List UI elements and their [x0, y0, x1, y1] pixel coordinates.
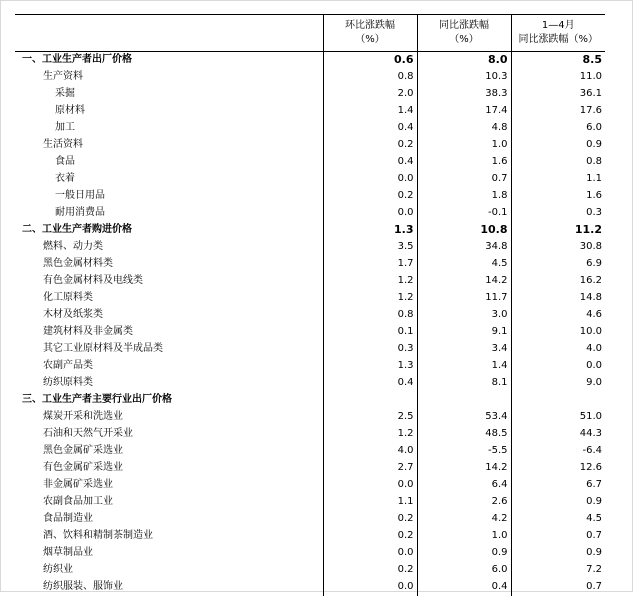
ytd-value: 0.9 [511, 137, 605, 154]
table-row [15, 375, 605, 392]
table-row [15, 460, 605, 477]
mom-value: 0.0 [323, 579, 417, 596]
table-row [15, 205, 605, 222]
ytd-value: 11.2 [511, 222, 605, 239]
row-name: 食品 [55, 156, 75, 167]
ytd-value: 4.5 [511, 511, 605, 528]
row-name: 农副食品加工业 [43, 496, 113, 507]
row-name: 非金属矿采选业 [43, 479, 113, 490]
ytd-value: 10.0 [511, 324, 605, 341]
ytd-value: 0.0 [511, 358, 605, 375]
ytd-value: 51.0 [511, 409, 605, 426]
yoy-value: 1.0 [417, 137, 511, 154]
mom-value: 3.5 [323, 239, 417, 256]
table-row [15, 154, 605, 171]
ytd-value: -6.4 [511, 443, 605, 460]
table-row [15, 307, 605, 324]
table-row [15, 511, 605, 528]
yoy-value: 6.4 [417, 477, 511, 494]
table-row [15, 137, 605, 154]
ytd-value: 0.9 [511, 545, 605, 562]
header-mom-line2: （%） [355, 34, 385, 45]
mom-value: 0.3 [323, 341, 417, 358]
section-row [15, 52, 605, 69]
mom-value: 0.2 [323, 137, 417, 154]
ytd-value: 0.7 [511, 528, 605, 545]
ytd-value: 36.1 [511, 86, 605, 103]
mom-value: 0.1 [323, 324, 417, 341]
row-name: 石油和天然气开采业 [43, 428, 133, 439]
ytd-value: 0.9 [511, 494, 605, 511]
table-body [15, 52, 605, 596]
row-name: 烟草制品业 [43, 547, 93, 558]
yoy-value: 1.6 [417, 154, 511, 171]
mom-value: 2.7 [323, 460, 417, 477]
row-name: 食品制造业 [43, 513, 93, 524]
row-name: 耐用消费品 [55, 207, 105, 218]
mom-value: 0.0 [323, 477, 417, 494]
mom-value: 0.0 [323, 545, 417, 562]
row-name: 农副产品类 [43, 360, 93, 371]
table-row [15, 239, 605, 256]
mom-value: 1.2 [323, 290, 417, 307]
table-row [15, 273, 605, 290]
yoy-value: 4.5 [417, 256, 511, 273]
table-row [15, 562, 605, 579]
price-index-table [15, 14, 605, 596]
table-row [15, 358, 605, 375]
row-name: 纺织原料类 [43, 377, 93, 388]
table-row [15, 426, 605, 443]
mom-value: 1.2 [323, 273, 417, 290]
table-row [15, 477, 605, 494]
mom-value: 0.0 [323, 171, 417, 188]
row-name: 其它工业原材料及半成品类 [43, 343, 163, 354]
ytd-value: 12.6 [511, 460, 605, 477]
header-ytd-line2: 同比涨跌幅（%） [518, 34, 598, 45]
yoy-value: 0.4 [417, 579, 511, 596]
mom-value: 0.4 [323, 154, 417, 171]
yoy-value: 3.4 [417, 341, 511, 358]
row-name: 煤炭开采和洗选业 [43, 411, 123, 422]
table-row [15, 188, 605, 205]
yoy-value: 1.0 [417, 528, 511, 545]
row-name: 加工 [55, 122, 75, 133]
yoy-value: 2.6 [417, 494, 511, 511]
table-row [15, 290, 605, 307]
mom-value: 0.2 [323, 562, 417, 579]
header-yoy-line1: 同比涨跌幅 [439, 20, 489, 31]
mom-value: 0.2 [323, 188, 417, 205]
mom-value: 0.2 [323, 511, 417, 528]
ytd-value: 0.8 [511, 154, 605, 171]
header-ytd-line1: 1—4月 [541, 20, 575, 31]
yoy-value: 10.8 [417, 222, 511, 239]
yoy-value: 17.4 [417, 103, 511, 120]
table-row [15, 528, 605, 545]
table-row [15, 103, 605, 120]
mom-value: 0.6 [323, 52, 417, 69]
mom-value: 2.0 [323, 86, 417, 103]
ytd-value: 30.8 [511, 239, 605, 256]
table-row [15, 341, 605, 358]
ytd-value: 4.6 [511, 307, 605, 324]
row-name: 原材料 [55, 105, 85, 116]
ytd-value: 16.2 [511, 273, 605, 290]
row-name: 建筑材料及非金属类 [43, 326, 133, 337]
ytd-value: 4.0 [511, 341, 605, 358]
mom-value: 4.0 [323, 443, 417, 460]
row-name: 三、工业生产者主要行业出厂价格 [22, 394, 172, 405]
yoy-value: 6.0 [417, 562, 511, 579]
yoy-value: 34.8 [417, 239, 511, 256]
yoy-value: 10.3 [417, 69, 511, 86]
ytd-value: 14.8 [511, 290, 605, 307]
row-name: 化工原料类 [43, 292, 93, 303]
row-name: 一、工业生产者出厂价格 [15, 52, 323, 69]
yoy-value: 1.8 [417, 188, 511, 205]
ytd-value: 11.0 [511, 69, 605, 86]
ytd-value: 8.5 [511, 52, 605, 69]
row-name: 有色金属矿采选业 [43, 462, 123, 473]
row-name: 酒、饮料和精制茶制造业 [43, 530, 153, 541]
mom-value: 0.0 [323, 205, 417, 222]
section-row [15, 222, 605, 239]
ytd-value [511, 392, 605, 409]
yoy-value: 1.4 [417, 358, 511, 375]
mom-value: 1.4 [323, 103, 417, 120]
row-name: 黑色金属材料类 [43, 258, 113, 269]
row-name: 燃料、动力类 [43, 241, 103, 252]
header-ytd-yoy-change [511, 15, 605, 52]
row-name: 纺织服装、服饰业 [43, 581, 123, 592]
table-row [15, 120, 605, 137]
mom-value: 1.2 [323, 426, 417, 443]
yoy-value: -0.1 [417, 205, 511, 222]
row-name: 一般日用品 [55, 190, 105, 201]
table-row [15, 171, 605, 188]
header-yoy-change [417, 15, 511, 52]
yoy-value: 4.2 [417, 511, 511, 528]
yoy-value: 8.1 [417, 375, 511, 392]
mom-value: 0.8 [323, 307, 417, 324]
ytd-value: 44.3 [511, 426, 605, 443]
mom-value: 1.3 [323, 358, 417, 375]
table-row [15, 69, 605, 86]
ytd-value: 9.0 [511, 375, 605, 392]
row-name: 有色金属材料及电线类 [43, 275, 143, 286]
table-row [15, 579, 605, 596]
ytd-value: 1.6 [511, 188, 605, 205]
ytd-value: 17.6 [511, 103, 605, 120]
table-row [15, 86, 605, 103]
yoy-value: 8.0 [417, 52, 511, 69]
ytd-value: 7.2 [511, 562, 605, 579]
header-item-column [15, 15, 323, 52]
yoy-value: 38.3 [417, 86, 511, 103]
yoy-value: 14.2 [417, 460, 511, 477]
mom-value: 0.2 [323, 528, 417, 545]
ytd-value: 6.9 [511, 256, 605, 273]
mom-value: 1.3 [323, 222, 417, 239]
header-mom-change [323, 15, 417, 52]
yoy-value: 0.7 [417, 171, 511, 188]
ytd-value: 0.7 [511, 579, 605, 596]
table-row [15, 256, 605, 273]
header-yoy-line2: （%） [449, 34, 479, 45]
yoy-value: 4.8 [417, 120, 511, 137]
yoy-value: -5.5 [417, 443, 511, 460]
yoy-value: 11.7 [417, 290, 511, 307]
row-name: 二、工业生产者购进价格 [22, 224, 132, 235]
table-row [15, 494, 605, 511]
mom-value: 0.8 [323, 69, 417, 86]
ytd-value: 6.0 [511, 120, 605, 137]
mom-value: 1.7 [323, 256, 417, 273]
yoy-value: 53.4 [417, 409, 511, 426]
ytd-value: 1.1 [511, 171, 605, 188]
table-row [15, 443, 605, 460]
header-mom-line1: 环比涨跌幅 [345, 20, 395, 31]
table-row [15, 324, 605, 341]
row-name: 采掘 [55, 88, 75, 99]
row-name: 生活资料 [43, 139, 83, 150]
mom-value [323, 392, 417, 409]
ytd-value: 0.3 [511, 205, 605, 222]
row-name: 纺织业 [43, 564, 73, 575]
row-name: 黑色金属矿采选业 [43, 445, 123, 456]
yoy-value [417, 392, 511, 409]
yoy-value: 3.0 [417, 307, 511, 324]
table-row [15, 409, 605, 426]
row-name: 木材及纸浆类 [43, 309, 103, 320]
row-name: 生产资料 [43, 71, 83, 82]
ytd-value: 6.7 [511, 477, 605, 494]
table-row [15, 545, 605, 562]
mom-value: 0.4 [323, 120, 417, 137]
mom-value: 0.4 [323, 375, 417, 392]
section-row [15, 392, 605, 409]
row-name: 衣着 [55, 173, 75, 184]
yoy-value: 14.2 [417, 273, 511, 290]
yoy-value: 48.5 [417, 426, 511, 443]
mom-value: 2.5 [323, 409, 417, 426]
yoy-value: 9.1 [417, 324, 511, 341]
mom-value: 1.1 [323, 494, 417, 511]
table-header [15, 15, 605, 52]
yoy-value: 0.9 [417, 545, 511, 562]
